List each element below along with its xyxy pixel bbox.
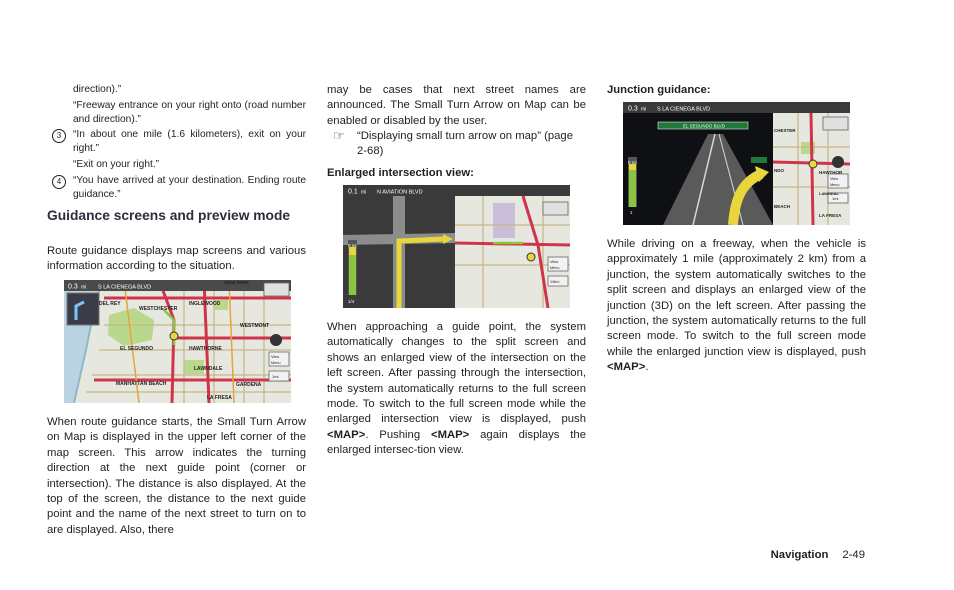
menu-button-label[interactable]: Menu (271, 361, 281, 365)
list-item (47, 174, 306, 203)
subsection-heading: Enlarged intersection view: (327, 167, 474, 179)
paragraph-text: again displays the enlarged intersec-tion view. (327, 428, 586, 457)
list-item-text: “In about one mile (1.6 kilometers), exit on your right.” (73, 128, 306, 155)
map-key-ref: <MAP> (327, 428, 366, 441)
map-place-label: MANHATTAN BEACH (116, 381, 167, 387)
intro-text: Route guidance displays map screens and various information according to the situation. (47, 245, 306, 273)
map-screen-small-turn-arrow (64, 280, 291, 403)
subsection-heading: Junction guidance: (607, 84, 711, 96)
paragraph-text: . Pushing (365, 428, 431, 441)
map-distance: 0.3 (68, 283, 78, 291)
view-button-label[interactable]: View (830, 177, 839, 181)
map-place-label: HAWTHORNE (189, 346, 222, 352)
map-place-label: EL SEGUNDO (120, 346, 153, 352)
menu-button-label[interactable]: Menu (550, 266, 560, 270)
distance-scale-bottom: 1/4 (348, 299, 355, 304)
distance-scale-top: 0 mi (628, 160, 637, 165)
map-place-label: WESTMONT (240, 323, 270, 329)
menu-button-label[interactable]: Menu (830, 183, 840, 187)
map-screen-intersection-view (343, 185, 570, 308)
map-place-label: GARDENA (236, 382, 262, 388)
page-footer (771, 549, 865, 561)
reference-note (333, 129, 586, 160)
overhead-sign-text: EL SEGUNDO BLVD (683, 123, 726, 129)
body-paragraph (607, 237, 866, 376)
map-place-label: INGLEWOOD (189, 301, 221, 307)
map-place-label: NDO (774, 168, 784, 173)
reference-text[interactable]: “Displaying small turn arrow on map” (page 2-68) (357, 130, 573, 158)
map-street-name: S LA CIENEGA BLVD (657, 106, 711, 113)
scale-button-label[interactable]: 1mi (832, 196, 839, 201)
map-distance-unit: mi (361, 189, 367, 196)
step-number-4: 4 (52, 175, 66, 189)
map-screen-junction-view (623, 102, 850, 225)
list-item: direction).” (73, 84, 122, 95)
map-place-label: HAWTHOR (819, 170, 843, 175)
list-item-text: “You have arrived at your destination. Ending route guidance.” (73, 174, 306, 201)
map-place-label: LAWNDALE (194, 366, 223, 372)
view-button-label[interactable]: View (271, 355, 280, 359)
body-paragraph: may be cases that next street names are announced. The Small Turn Arrow on Map can be enabled or disabled by the user. (327, 84, 586, 127)
section-heading: Guidance screens and preview mode (47, 208, 291, 223)
step-number-3: 3 (52, 129, 66, 143)
view-button-label[interactable]: View (550, 260, 559, 264)
distance-scale-bottom: 1 (630, 210, 633, 215)
map-place-label: CHESTER (774, 128, 796, 133)
announcement-list (47, 83, 306, 203)
map-distance-unit: mi (81, 284, 87, 291)
paragraph-text: . (645, 361, 649, 374)
map-street-name: N AVIATION BLVD (377, 189, 423, 196)
paragraph-text: While driving on a freeway, when the vehicle is approximately 1 mile (approximately 2 km) from a junction, the system automatically switches to the split screen and displays an enlarged view of the junction (3D) on the left screen. After passing the junction, the system automatically returns to the full screen mode. To switch to the full screen mode while the enlarged junction view is displayed, push (607, 238, 866, 358)
footer-section-name: Navigation (770, 549, 829, 561)
map-place-label: LA FRESA (207, 395, 232, 401)
body-paragraph: When route guidance starts, the Small Turn Arrow on Map is displayed in the upper left corner of the map screen. This arrow indicates the turning direction at the next guide point (corner or intersection). The distance is also displayed. At the top of the screen, the distance to the next guide point and the name of the next street to turn on to are displayed. Also, there (47, 416, 306, 536)
map-distance: 0.3 (628, 105, 638, 113)
map-key-ref: <MAP> (607, 361, 646, 374)
page-number: 2-49 (842, 549, 865, 561)
map-place-label: VIEW PARK (224, 280, 250, 285)
map-place-label: WESTCHESTER (139, 306, 178, 312)
scale-button-label[interactable]: 1mi (272, 374, 279, 379)
map-key-ref: <MAP> (430, 428, 470, 441)
body-paragraph (327, 320, 586, 459)
list-item (47, 128, 306, 157)
map-distance-unit: mi (641, 106, 647, 113)
list-item: “Freeway entrance on your right onto (road number and direction).” (73, 99, 306, 126)
map-place-label: DEL REY (99, 301, 121, 307)
scale-button-label[interactable]: 1/8mi (550, 280, 560, 284)
map-place-label: BEACH (774, 204, 791, 209)
map-distance: 0.1 (348, 188, 358, 196)
map-street-name: S LA CIENEGA BLVD (98, 284, 152, 291)
paragraph-text: When approaching a guide point, the system automatically changes to the split screen and shows an enlarged view of the intersection on the left screen. After passing through the intersection, the system automatically returns to the full screen mode. To switch to the full screen mode while the enlarged intersection view is displayed, push (327, 321, 586, 426)
map-place-label: LAWNDAL (819, 191, 839, 196)
map-place-label: LA FRESA (819, 213, 842, 218)
list-item: “Exit on your right.” (73, 158, 160, 170)
distance-scale-top: 0 mi (348, 243, 357, 248)
reference-hand-icon: ☞ (333, 128, 345, 143)
